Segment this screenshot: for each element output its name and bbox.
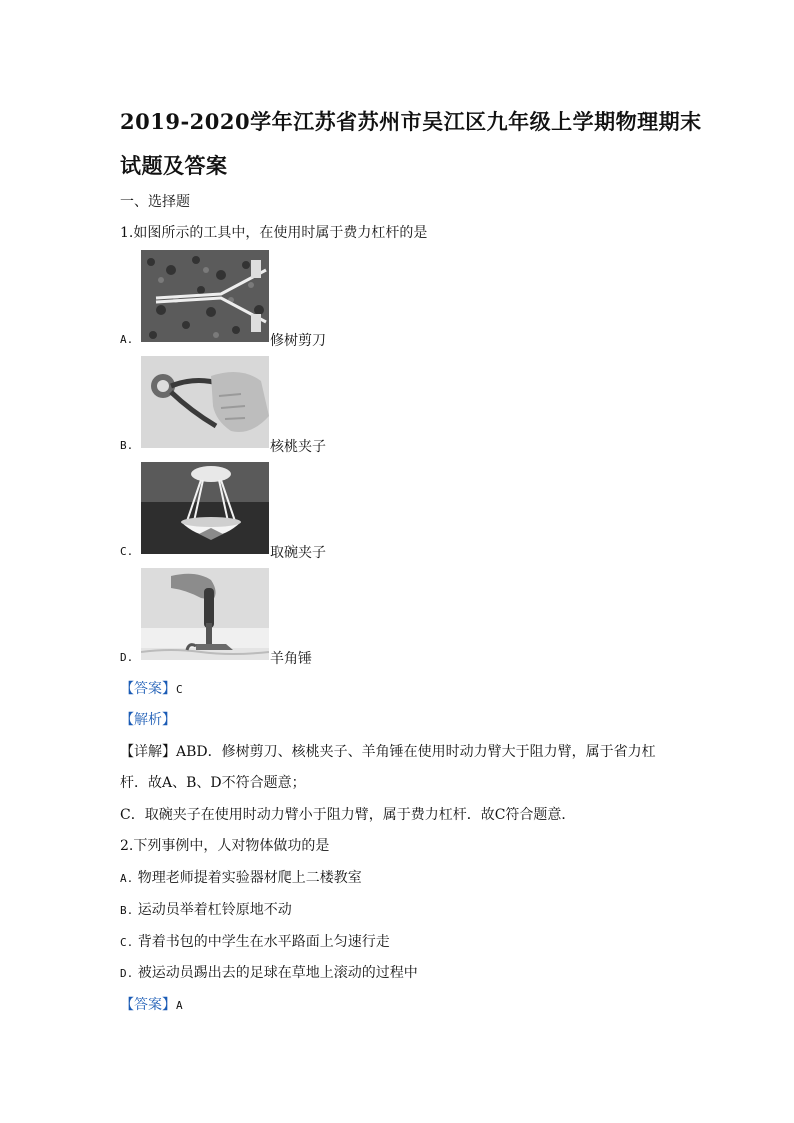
claw-hammer-photo (141, 568, 269, 660)
q1-option-b-letter: B. (120, 439, 134, 452)
answer-tag: 【答案】 (120, 997, 176, 1013)
doc-title-line1: 2019-2020学年江苏省苏州市吴江区九年级上学期物理期末 (120, 109, 702, 134)
answer-tag: 【答案】 (120, 681, 176, 697)
q1-analysis-tag (120, 709, 176, 729)
walnut-cracker-photo (141, 356, 269, 448)
q2-option-d-text: 被运动员踢出去的足球在草地上滚动的过程中 (137, 965, 418, 981)
q2-option-c-letter: C. (120, 936, 134, 949)
q2-option-a-letter: A. (120, 872, 134, 885)
q1-option-c-caption: 取碗夹子 (270, 545, 326, 561)
hedge-shears-photo (141, 250, 269, 342)
q1-option-d-caption: 羊角锤 (270, 651, 312, 667)
q1-stem: 1.如图所示的工具中，在使用时属于费力杠杆的是 (120, 225, 428, 241)
q2-option-b (120, 899, 292, 919)
analysis-tag: 【解析】 (120, 712, 176, 728)
section-heading: 一、选择题 (120, 194, 190, 210)
q2-option-b-text: 运动员举着杠铃原地不动 (137, 902, 292, 918)
q1-detail-line2: 杆．故A、B、D不符合题意； (120, 775, 306, 791)
q1-option-c-letter: C. (120, 545, 134, 558)
detail-text-1: ABD．修树剪刀、核桃夹子、羊角锤在使用时动力臂大于阻力臂，属于省力杠 (176, 744, 656, 760)
q2-option-a (120, 867, 362, 887)
q1-option-d-letter: D. (120, 651, 134, 664)
q2-option-b-letter: B. (120, 904, 134, 917)
doc-title-line2: 试题及答案 (120, 153, 228, 178)
q1-option-a-caption: 修树剪刀 (270, 333, 326, 349)
answer-value: A (176, 999, 183, 1012)
q1-detail-line1 (120, 741, 656, 761)
q2-stem: 2.下列事例中，人对物体做功的是 (120, 838, 330, 854)
q2-option-d (120, 962, 418, 982)
q2-option-c-text: 背着书包的中学生在水平路面上匀速行走 (137, 934, 390, 950)
q1-detail-line3: C．取碗夹子在使用时动力臂小于阻力臂，属于费力杠杆．故C符合题意． (120, 807, 576, 823)
bowl-clamp-photo (141, 462, 269, 554)
q2-option-d-letter: D. (120, 967, 134, 980)
answer-value: C (176, 683, 183, 696)
q2-option-a-text: 物理老师提着实验器材爬上二楼教室 (137, 870, 362, 886)
q1-option-b-caption: 核桃夹子 (270, 439, 326, 455)
q2-option-c (120, 931, 390, 951)
q1-option-a-letter: A. (120, 333, 134, 346)
q1-answer (120, 678, 183, 698)
detail-tag: 【详解】 (120, 744, 176, 760)
q2-answer (120, 994, 183, 1014)
